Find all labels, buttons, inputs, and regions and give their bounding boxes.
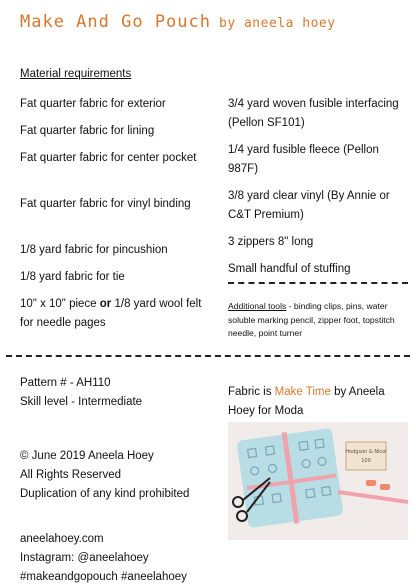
fabric-collection-name: Make Time	[274, 386, 331, 398]
copyright-line: Duplication of any kind prohibited	[20, 488, 190, 500]
title-text: Make And Go Pouch	[20, 12, 211, 32]
box-label-line1: Hodgson & Nicol	[345, 449, 387, 455]
page-divider	[6, 355, 410, 357]
material-item: 1/8 yard fabric for pincushion	[20, 244, 168, 256]
wool-felt-or: or	[99, 298, 112, 310]
material-item: Fat quarter fabric for center pocket	[20, 152, 197, 164]
pattern-title	[20, 12, 336, 32]
box-label-line2: 100	[361, 458, 371, 464]
fabric-credit	[228, 383, 408, 421]
material-item-wool-felt	[20, 295, 215, 333]
pattern-info	[20, 374, 220, 412]
fabric-credit-suffix: by Aneela Hoey for Moda	[228, 386, 385, 417]
designer-byline: by aneela hoey	[219, 16, 336, 31]
material-item: 1/8 yard fabric for tie	[20, 271, 125, 283]
wool-felt-text-b: 1/8 yard wool felt for needle pages	[20, 298, 202, 329]
contact-block	[20, 530, 220, 587]
material-item: 1/4 yard fusible fleece (Pellon 987F)	[228, 144, 379, 175]
copyright-line: © June 2019 Aneela Hoey	[20, 450, 154, 462]
material-item: 3/8 yard clear vinyl (By Annie or C&T Premium)	[228, 190, 390, 221]
skill-level: Skill level - Intermediate	[20, 396, 143, 408]
fabric-credit-prefix: Fabric is	[228, 386, 275, 398]
section-divider	[228, 282, 408, 284]
material-item: 3 zippers 8" long	[228, 236, 314, 248]
website-text: aneelahoey.com	[20, 533, 104, 545]
hashtags: #makeandgopouch #aneelahoey	[20, 571, 187, 583]
copyright-block	[20, 447, 220, 504]
additional-tools-text: - binding clips, pins, water soluble marking pencil, zipper foot, topstitch needle, point turner	[228, 301, 395, 338]
product-photo	[228, 422, 408, 540]
materials-heading: Material requirements	[20, 68, 132, 80]
instagram-handle: Instagram: @aneelahoey	[20, 552, 149, 564]
additional-tools	[228, 300, 408, 341]
material-item: 3/4 yard woven fusible interfacing (Pellon SF101)	[228, 98, 399, 129]
material-item: Fat quarter fabric for vinyl binding	[20, 198, 191, 210]
pattern-number: Pattern # - AH110	[20, 377, 111, 389]
additional-tools-label: Additional tools	[228, 301, 287, 311]
wool-felt-text-a: 10" x 10" piece	[20, 298, 100, 310]
copyright-line: All Rights Reserved	[20, 469, 121, 481]
material-item: Fat quarter fabric for exterior	[20, 98, 166, 110]
material-item: Fat quarter fabric for lining	[20, 125, 155, 137]
material-item: Small handful of stuffing	[228, 263, 351, 275]
needle-box	[345, 442, 386, 470]
